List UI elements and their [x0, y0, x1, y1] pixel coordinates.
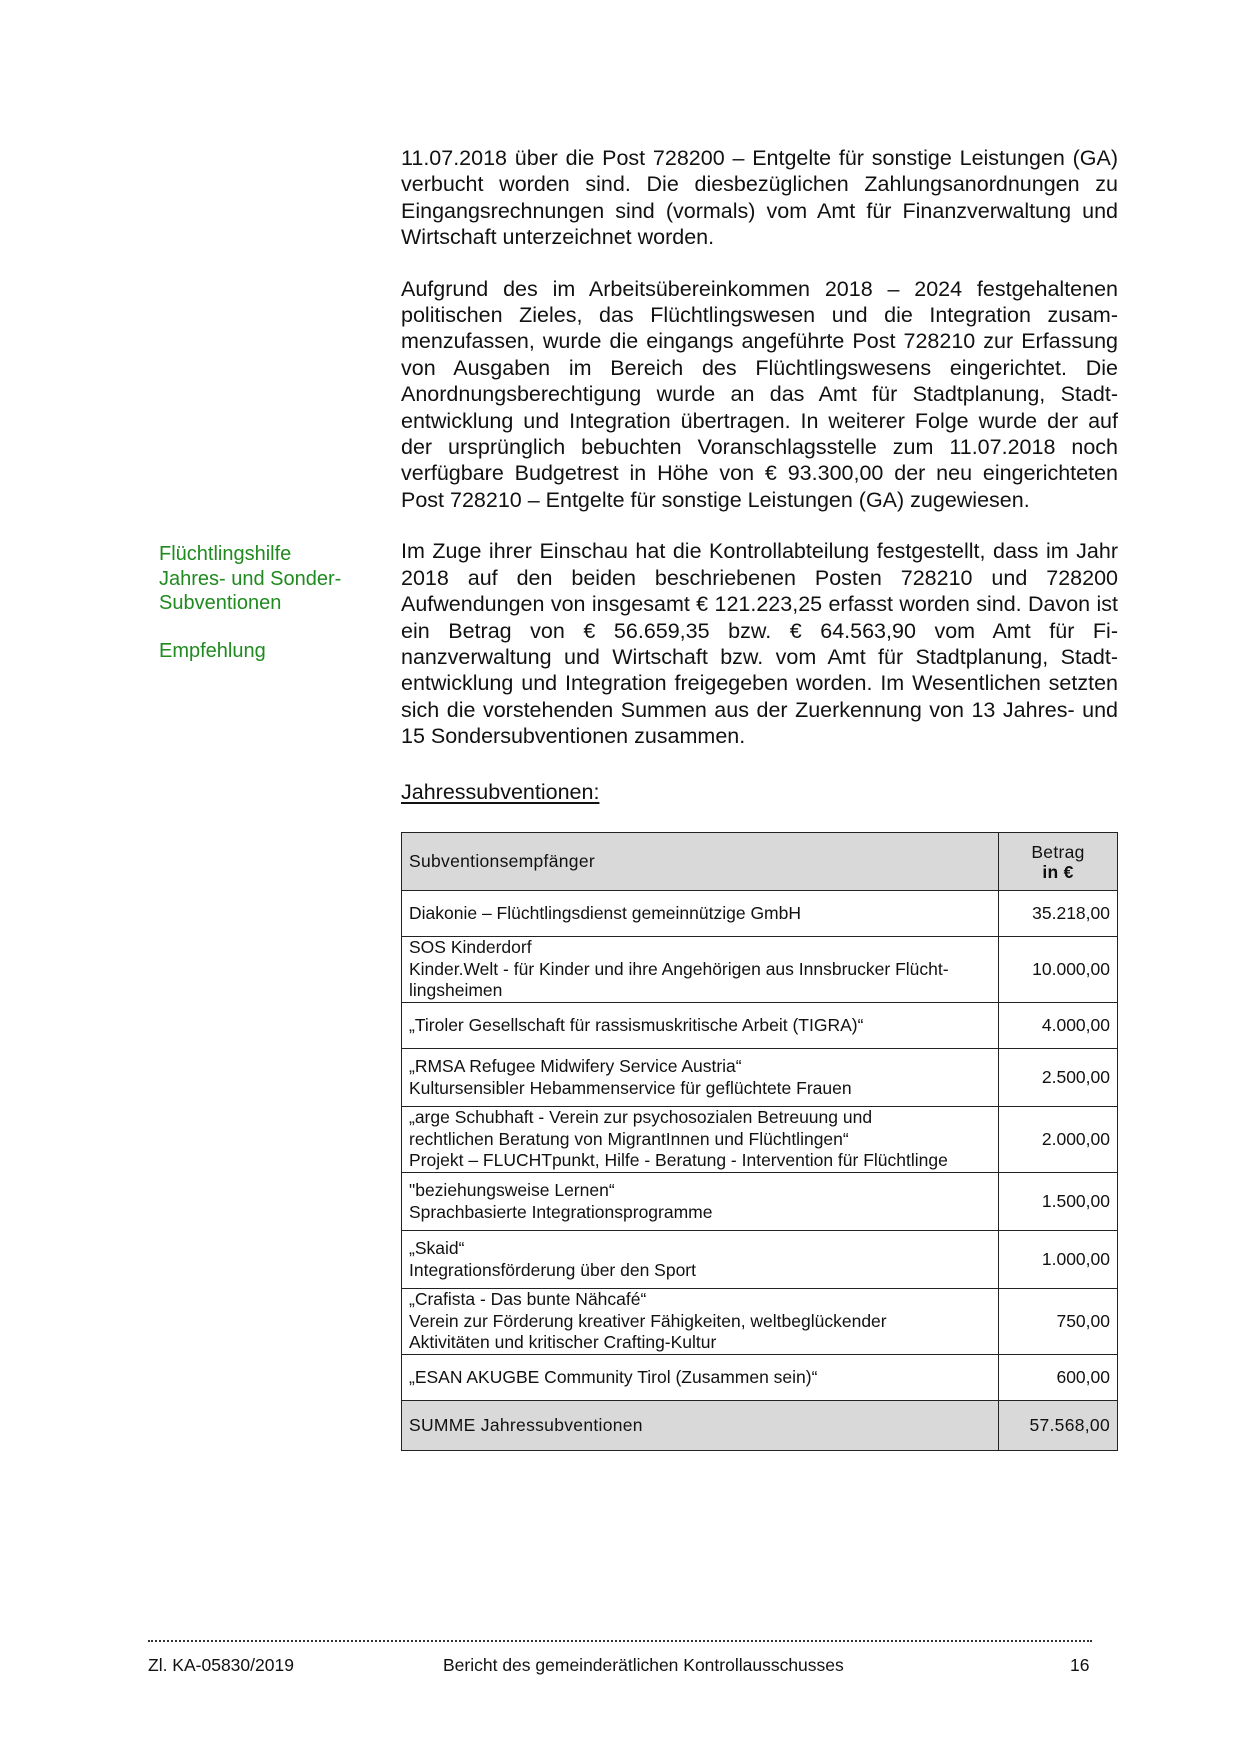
- recipient-cell: [402, 891, 999, 937]
- amount-cell: 35.218,00: [999, 891, 1118, 937]
- amount-cell: 600,00: [999, 1355, 1118, 1401]
- recipient-cell: [402, 937, 999, 1003]
- table-row: [402, 1003, 1118, 1049]
- margin-note-line: Jahres- und Sonder-: [159, 567, 342, 590]
- recipient-line: lingsheimen: [409, 980, 503, 1001]
- table-row: [402, 1231, 1118, 1289]
- section-heading: Jahressubventionen:: [401, 780, 600, 804]
- amount-cell: 4.000,00: [999, 1003, 1118, 1049]
- recipient-line: Projekt – FLUCHTpunkt, Hilfe - Beratung - Intervention für Flüchtlinge: [409, 1150, 948, 1171]
- margin-note-line: Flüchtlingshilfe: [159, 543, 292, 565]
- header-recipient: Subventionsempfänger: [402, 833, 999, 891]
- recipient-cell: [402, 1231, 999, 1289]
- recipient-line: Verein zur Förderung kreativer Fähigkeiten, weltbeglückender: [409, 1310, 887, 1331]
- subsidy-table: [401, 832, 1118, 1451]
- footer-reference: Zl. KA-05830/2019: [148, 1655, 294, 1675]
- recipient-line: Diakonie – Flüchtlingsdienst gemeinnützige GmbH: [409, 902, 802, 923]
- table-header-row: [402, 833, 1118, 891]
- margin-note-line: Subventionen: [159, 592, 282, 614]
- recipient-line: „Crafista - Das bunte Nähcafé“: [409, 1289, 647, 1310]
- recipient-line: „Tiroler Gesellschaft für rassismuskritische Arbeit (TIGRA)“: [409, 1014, 864, 1035]
- recipient-line: Kultursensibler Hebammenservice für geflüchtete Frauen: [409, 1077, 852, 1098]
- paragraph-inspection-findings: Im Zuge ihrer Einschau hat die Kontrollabteilung festgestellt, dass im Jahr 2018 auf den beiden beschriebenen Posten 728210 und 728200 Aufwendungen von insgesamt € 121.223,25 erfasst worden sind. Davon ist ein Betrag von € 56.659,35 bzw. € 64.563,90 vom Amt für Finanzverwaltung und Wirtschaft bzw. vom Amt für Stadtplanung, Stadtentwicklung und Integration freigegeben worden. Im Wesentlichen setzten sich die vorstehenden Summen aus der Zuerkennung von 13 Jahres- und 15 Sondersubventionen zusammen.: [401, 539, 1118, 749]
- recipient-line: Sprachbasierte Integrationsprogramme: [409, 1201, 713, 1222]
- recipient-line: „Skaid“: [409, 1238, 465, 1258]
- table-row: [402, 1289, 1118, 1355]
- amount-cell: 2.500,00: [999, 1049, 1118, 1107]
- recipient-line: rechtlichen Beratung von MigrantInnen und Flüchtlingen“: [409, 1128, 849, 1149]
- sum-amount: 57.568,00: [999, 1401, 1118, 1451]
- table-row: [402, 1107, 1118, 1173]
- recipient-cell: [402, 1049, 999, 1107]
- margin-note-recommendation: Empfehlung: [159, 640, 266, 662]
- paragraph-continuation: 11.07.2018 über die Post 728200 – Entgelte für sonstige Leistungen (GA) verbucht worden sind. Die diesbezüglichen Zahlungsanordnungen zu Eingangsrechnungen sind (vormals) vom Amt für Finanzverwaltung und Wirtschaft unterzeichnet worden.: [401, 146, 1118, 250]
- sum-label: SUMME Jahressubventionen: [402, 1401, 999, 1451]
- amount-cell: 1.500,00: [999, 1173, 1118, 1231]
- recipient-line: Kinder.Welt - für Kinder und ihre Angehörigen aus Innsbrucker Flücht-: [409, 958, 949, 979]
- recipient-line: „arge Schubhaft - Verein zur psychosozialen Betreuung und: [409, 1107, 873, 1128]
- page-number: 16: [1070, 1655, 1090, 1675]
- recipient-cell: [402, 1355, 999, 1401]
- paragraph-political-goal: Aufgrund des im Arbeitsübereinkommen 2018 – 2024 festgehaltenen politischen Zieles, das Flüchtlingswesen und die Integration zusammenzufassen, wurde die eingangs angeführte Post 728210 zur Erfassung von Ausgaben im Bereich des Flüchtlingswesens eingerichtet. Die Anordnungsberechtigung wurde an das Amt für Stadtplanung, Stadtentwicklung und Integration übertragen. In weiterer Folge wurde der auf der ursprünglich bebuchten Voranschlagsstelle zum 11.07.2018 noch verfügbare Budgetrest in Höhe von € 93.300,00 der neu eingerichteten Post 728210 – Entgelte für sonstige Leistungen (GA) zugewiesen.: [401, 276, 1118, 512]
- recipient-line: SOS Kinderdorf: [409, 937, 532, 958]
- amount-cell: 750,00: [999, 1289, 1118, 1355]
- table-row: [402, 1049, 1118, 1107]
- recipient-cell: [402, 1289, 999, 1355]
- recipient-cell: [402, 1107, 999, 1173]
- recipient-line: Aktivitäten und kritischer Crafting-Kultur: [409, 1332, 717, 1353]
- body-text: [401, 145, 1118, 775]
- footer-title: Bericht des gemeinderätlichen Kontrollausschusses: [443, 1655, 844, 1675]
- recipient-line: "beziehungsweise Lernen“: [409, 1180, 615, 1200]
- recipient-cell: [402, 1003, 999, 1049]
- table-row: [402, 1173, 1118, 1231]
- header-amount: Betrag in €: [999, 833, 1118, 891]
- margin-note-topic: [159, 542, 359, 616]
- recipient-line: „RMSA Refugee Midwifery Service Austria“: [409, 1056, 742, 1076]
- table-row: [402, 891, 1118, 937]
- recipient-line: „ESAN AKUGBE Community Tirol (Zusammen sein)“: [409, 1366, 818, 1387]
- recipient-line: Integrationsförderung über den Sport: [409, 1259, 696, 1280]
- amount-cell: 2.000,00: [999, 1107, 1118, 1173]
- amount-cell: 1.000,00: [999, 1231, 1118, 1289]
- amount-cell: 10.000,00: [999, 937, 1118, 1003]
- table-sum-row: [402, 1401, 1118, 1451]
- table-row: [402, 1355, 1118, 1401]
- recipient-cell: [402, 1173, 999, 1231]
- footer-divider: [148, 1640, 1092, 1642]
- table-row: [402, 937, 1118, 1003]
